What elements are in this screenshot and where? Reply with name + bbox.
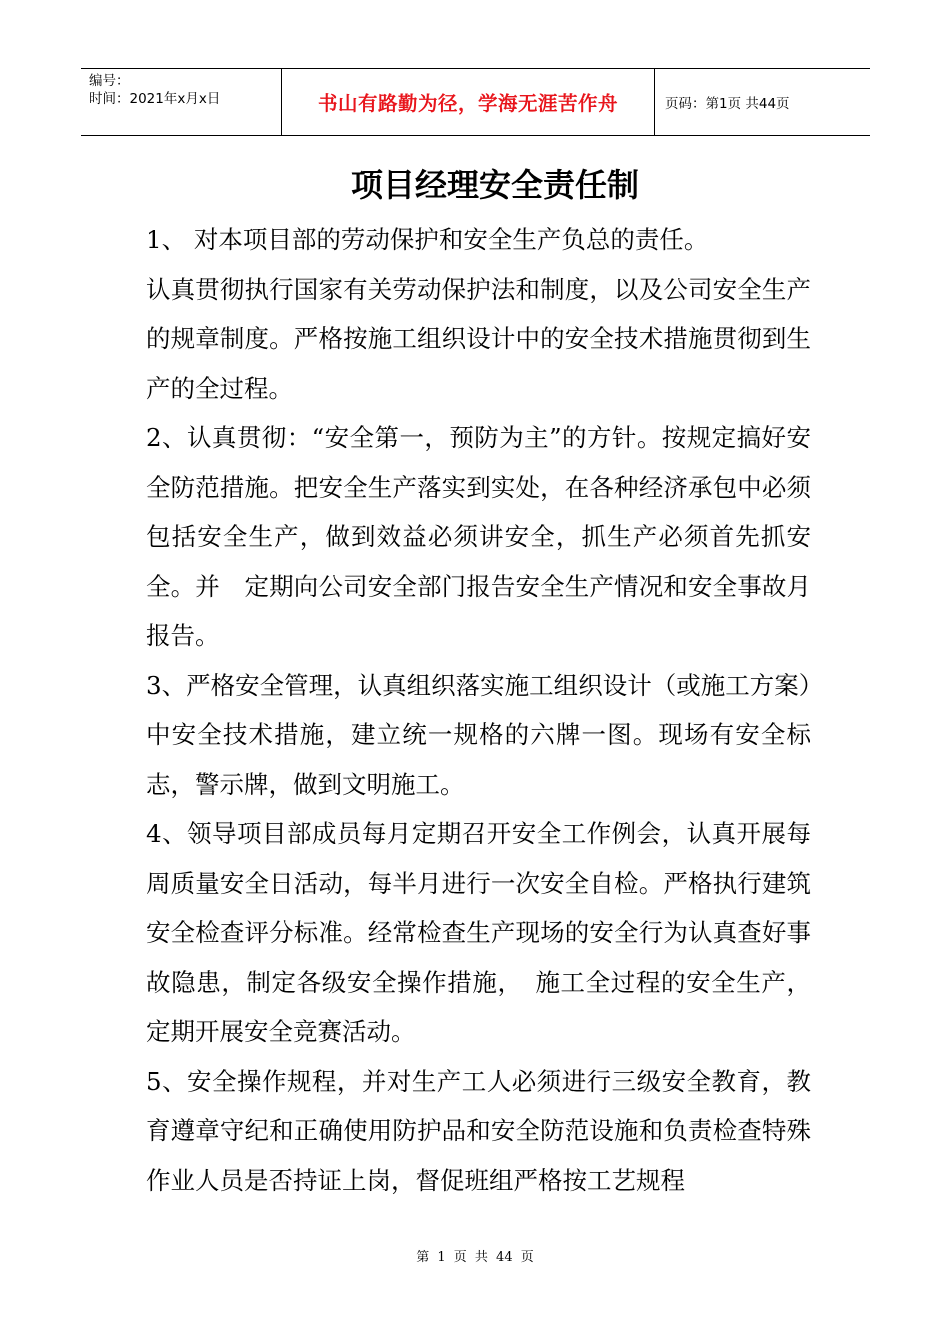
- document-title: 项目经理安全责任制: [350, 166, 639, 204]
- header-motto: 书山有路勤为径，学海无涯苦作舟: [282, 69, 655, 135]
- page-footer: 第 1 页 共 44 页: [416, 1250, 534, 1265]
- paragraph-3: 2、认真贯彻：“安全第一，预防为主”的方针。按规定搞好安全防范措施。把安全生产落实到实处，在各种经济承包中必须包括安全生产，做到效益必须讲安全，抓生产必须首先抓安全。并 定期向公司安全部门报告安全生产情况和安全事故月报告。: [146, 423, 811, 650]
- paragraph-1: 1、 对本项目部的劳动保护和安全生产负总的责任。: [146, 225, 709, 254]
- paragraph-4: 3、严格安全管理，认真组织落实施工组织设计（或施工方案）中安全技术措施，建立统一规格的六牌一图。现场有安全标志，警示牌，做到文明施工。: [146, 670, 811, 799]
- paragraph-5: 4、领导项目部成员每月定期召开安全工作例会，认真开展每周质量安全日活动，每半月进行一次安全自检。严格执行建筑安全检查评分标准。经常检查生产现场的安全行为认真查好事故隐患，制定各级安全操作措施， 施工全过程的安全生产，定期开展安全竞赛活动。: [146, 819, 811, 1046]
- paragraph-6: 5、安全操作规程，并对生产工人必须进行三级安全教育，教育遵章守纪和正确使用防护品和安全防范设施和负责检查特殊作业人员是否持证上岗，督促班组严格按工艺规程: [146, 1066, 811, 1195]
- document-body: [146, 215, 811, 1205]
- paragraph-2: 认真贯彻执行国家有关劳动保护法和制度，以及公司安全生产的规章制度。严格按施工组织设计中的安全技术措施贯彻到生产的全过程。: [146, 274, 811, 403]
- header-page-info: 页码：第1页 共44页: [665, 96, 790, 112]
- document-number-label: 编号：: [89, 73, 130, 89]
- header-meta-cell: [81, 69, 282, 135]
- document-date-label: 时间：2021年x月x日: [89, 91, 221, 107]
- document-header: [81, 68, 870, 136]
